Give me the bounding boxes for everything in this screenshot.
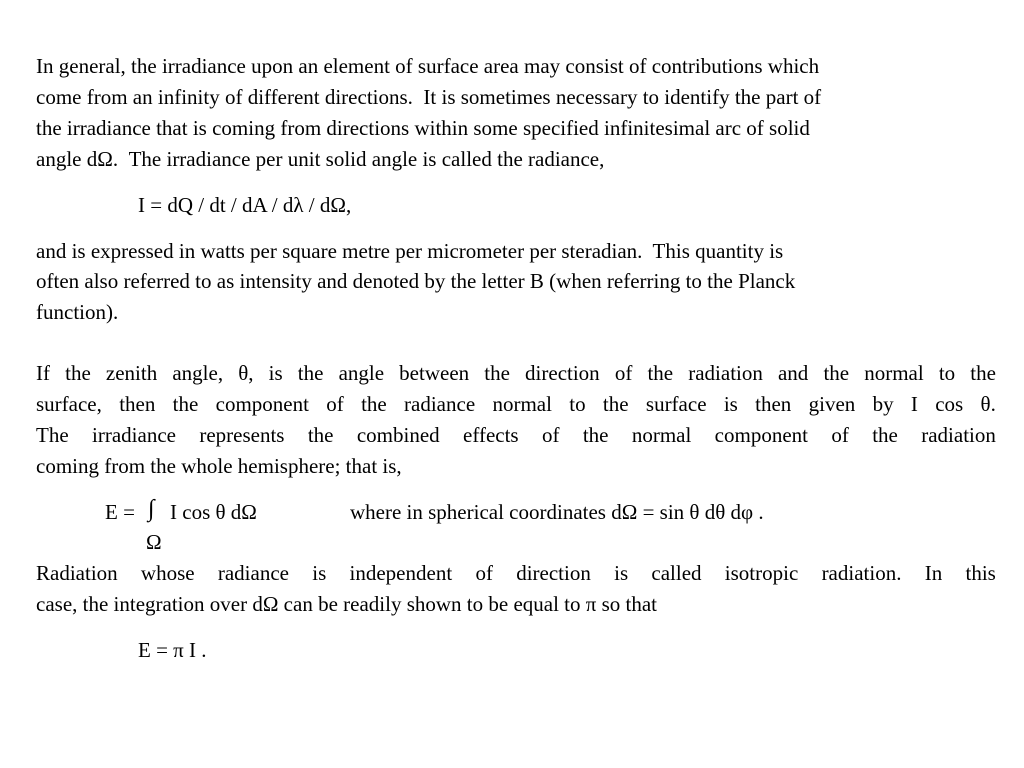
word: cos (935, 392, 964, 416)
word: the (582, 423, 609, 447)
paragraph-3-line-3 (36, 425, 996, 446)
word: of (541, 423, 560, 447)
isotropic-irradiance-equation: E = π I . (138, 638, 207, 662)
word: of (475, 561, 493, 585)
word: is (614, 561, 629, 585)
word: and (777, 361, 809, 385)
irradiance-equation-integrand: I cos θ dΩ (170, 500, 257, 524)
word: this (965, 561, 996, 585)
word: then (119, 392, 156, 416)
word: between (399, 361, 470, 385)
word: isotropic (724, 561, 799, 585)
word: irradiance (92, 423, 176, 447)
paragraph-4-line-2: case, the integration over dΩ can be readily shown to be equal to π so that (36, 592, 658, 616)
word: whose (140, 561, 195, 585)
word: the (872, 423, 898, 447)
word: direction (516, 561, 591, 585)
word: angle (338, 361, 385, 385)
word: normal (864, 361, 924, 385)
word: the (484, 361, 510, 385)
word: radiance (217, 561, 289, 585)
word: normal (492, 392, 552, 416)
word: the (65, 361, 91, 385)
word: normal (631, 423, 692, 447)
word: to (569, 392, 586, 416)
paragraph-2-line-1: and is expressed in watts per square metre per micrometer per steradian. This quantity is (36, 239, 784, 263)
paragraph-1-line-4: angle dΩ. The irradiance per unit solid angle is called the radiance, (36, 147, 605, 171)
word: radiation. (821, 561, 902, 585)
word: radiation (688, 361, 763, 385)
word: The (36, 423, 69, 447)
word: the (823, 361, 850, 385)
word: of (614, 361, 633, 385)
word: of (831, 423, 849, 447)
word: the (361, 392, 387, 416)
word: is (723, 392, 738, 416)
word: Radiation (36, 561, 118, 585)
integral-sign: ∫ (148, 496, 155, 522)
word: to (938, 361, 956, 385)
word: θ. (980, 392, 996, 416)
spherical-coordinates-note: where in spherical coordinates dΩ = sin θ dθ dφ . (350, 500, 764, 524)
paragraph-4-line-1 (36, 563, 996, 584)
word: θ, (238, 361, 254, 385)
word: the (172, 392, 199, 416)
paragraph-3-line-2 (36, 394, 996, 415)
word: effects (463, 423, 519, 447)
word: the (602, 392, 629, 416)
word: given (808, 392, 856, 416)
word: surface (645, 392, 707, 416)
radiance-equation: I = dQ / dt / dA / dλ / dΩ, (138, 193, 352, 217)
paragraph-2-line-2: often also referred to as intensity and denoted by the letter B (when referring to the Planck (36, 269, 796, 293)
word: If (36, 361, 50, 385)
word: independent (349, 561, 453, 585)
word: component (215, 392, 309, 416)
paragraph-1-line-2: come from an infinity of different directions. It is sometimes necessary to identify the part of (36, 85, 822, 109)
word: of (326, 392, 344, 416)
word: is (268, 361, 283, 385)
word: by (872, 392, 894, 416)
word: In (924, 561, 943, 585)
word: zenith (105, 361, 158, 385)
word: the (647, 361, 674, 385)
word: the (307, 423, 334, 447)
paragraph-1-line-1: In general, the irradiance upon an element of surface area may consist of contributions which (36, 54, 820, 78)
word: component (714, 423, 808, 447)
integral-subscript: Ω (146, 530, 162, 554)
paragraph-3-line-1 (36, 363, 996, 384)
word: the (297, 361, 324, 385)
word: is (312, 561, 327, 585)
paragraph-2-line-3: function). (36, 300, 119, 324)
word: the (970, 361, 996, 385)
word: combined (356, 423, 440, 447)
word: represents (199, 423, 285, 447)
word: radiation (921, 423, 996, 447)
word: direction (525, 361, 600, 385)
word: then (755, 392, 792, 416)
word: called (651, 561, 702, 585)
word: angle, (172, 361, 224, 385)
word: surface, (36, 392, 102, 416)
word: I (910, 392, 918, 416)
paragraph-1-line-3: the irradiance that is coming from directions within some specified infinitesimal arc of solid (36, 116, 810, 140)
word: radiance (404, 392, 476, 416)
irradiance-equation-lhs: E = (105, 500, 135, 524)
paragraph-3-line-4: coming from the whole hemisphere; that is, (36, 454, 402, 478)
